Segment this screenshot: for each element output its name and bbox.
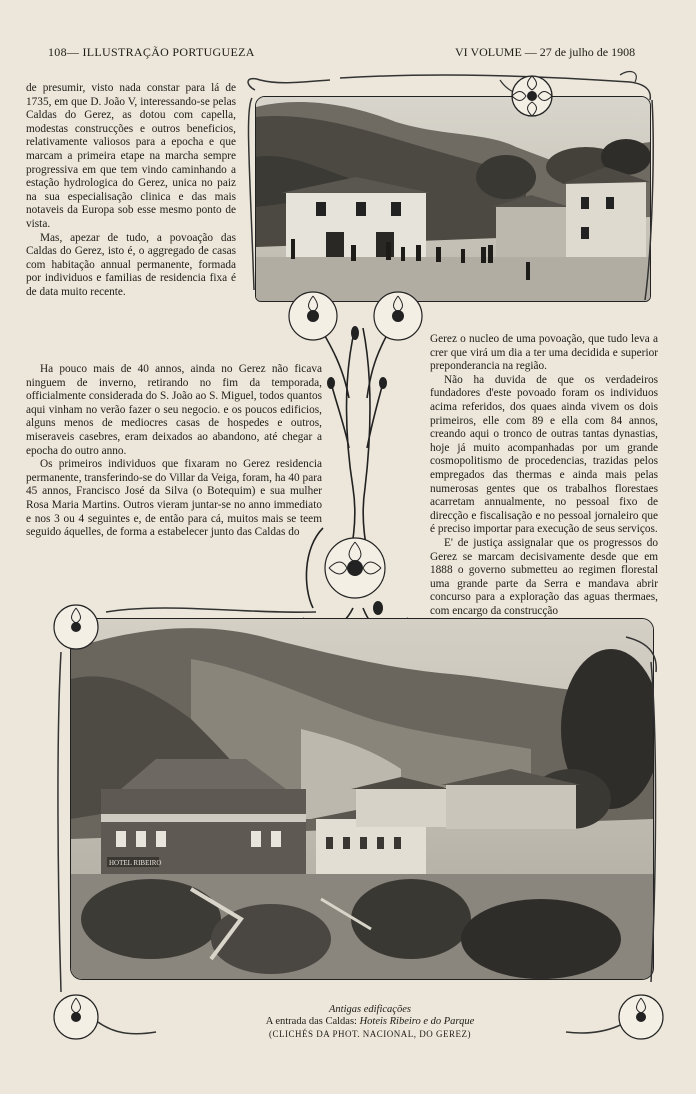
floral-vine-ornament — [283, 288, 428, 648]
caption-line-2 — [200, 1016, 540, 1028]
photo-caption — [200, 1004, 540, 1040]
paragraph: Ha pouco mais de 40 annos, ainda no Gerez não ficava ninguem de inverno, retirando no fim da temporada, officialmente considerada do S. João ao S. Miguel, todos quantos aqui vinham no verão fazer o seu negocio. e os poucos edificios, alguns menos de mediocres casas de hospedes e outros, miseraveis casebres, eram deixados ao abandono, até chegar a epocha do outro anno. — [26, 363, 322, 457]
page-header-date: VI VOLUME — 27 de julho de 1908 — [455, 45, 636, 59]
paragraph: Os primeiros individuos que fixaram no Gerez residencia permanente, transferindo-se do Villar da Veiga, foram, ha 40 para 45 annos, Francisco José da Silva (o Botequim) e sua mulher Rosa Maria Martins. Outros vieram juntar-se no anno immediato e nos 3 ou 4 seguintes e, de então para cá, muitos mais se teem seguido áquelles, de forma a estabelecer junto das Caldas do — [26, 458, 322, 539]
caption-credit: (CLICHÉS DA PHOT. NACIONAL, DO GEREZ) — [268, 1029, 472, 1039]
paragraph: E' de justiça assignalar que os progressos do Gerez se marcam decisivamente desde que em 1888 o governo submetteu ao regimen florestal uma grande parte da Serra e mandava abrir concurso para a exploração das aguas thermaes, com encargo da construcção — [430, 536, 658, 617]
paragraph: Mas, apezar de tudo, a povoação das Caldas do Gerez, isto é, o aggregado de casas com habitação annual permanente, formada por individuos e familias de residencia fixa é de data muito recente. — [26, 231, 236, 298]
photo-hotels — [70, 618, 654, 980]
caption-line-1: Antigas edificações — [329, 1004, 411, 1015]
text-column-left — [26, 363, 322, 540]
hotel-sign: HOTEL RIBEIRO — [109, 859, 162, 867]
photo-old-buildings — [255, 96, 651, 302]
text-column-top-left — [26, 82, 236, 300]
paragraph: de presumir, visto nada constar para lá de 1735, em que D. João V, interessando-se pelas Caldas do Gerez, as dotou com capella, modestas construcções e outros beneficios, relativamente valiosos para a epocha e que marcam a primeira etape na marcha sempre progressiva em que tem vindo caminhando a estação hydrologica do Gerez, unica no paiz na sua especialisação clinica e das mais notaveis da Europa sob esse mesmo ponto de vista. — [26, 82, 236, 230]
paragraph: Não ha duvida de que os verdadeiros fundadores d'este povoado foram os individuos acima referidos, dos quaes ainda vivem os dois primeiros, elle com 89 e ella com 84 annos, creando aqui o tronco de outras tantas dynastias, hoje já muito acompanhadas por um grande cosmopolitismo de procedencias, trazidas pelos empregados das thermas e ainda mais pelas numerosas gentes que os trabalhos florestaes acarretam annualmente, no pessoal fixo de direcção e fiscalisação e no pessoal jornaleiro que é preciso importar para execução de seus serviços. — [430, 373, 658, 536]
page-header-title: 108— ILLUSTRAÇÃO PORTUGUEZA — [48, 45, 255, 59]
caption-hotels: Hoteis Ribeiro e do Parque — [359, 1016, 475, 1027]
paragraph: Gerez o nucleo de uma povoação, que tudo leva a crer que virá um dia a ter uma decidida e superior preponderancia na região. — [430, 333, 658, 373]
caption-prefix: A entrada das Caldas: — [265, 1016, 357, 1027]
text-column-right — [430, 333, 658, 618]
rose-ornament-icon — [506, 72, 558, 120]
